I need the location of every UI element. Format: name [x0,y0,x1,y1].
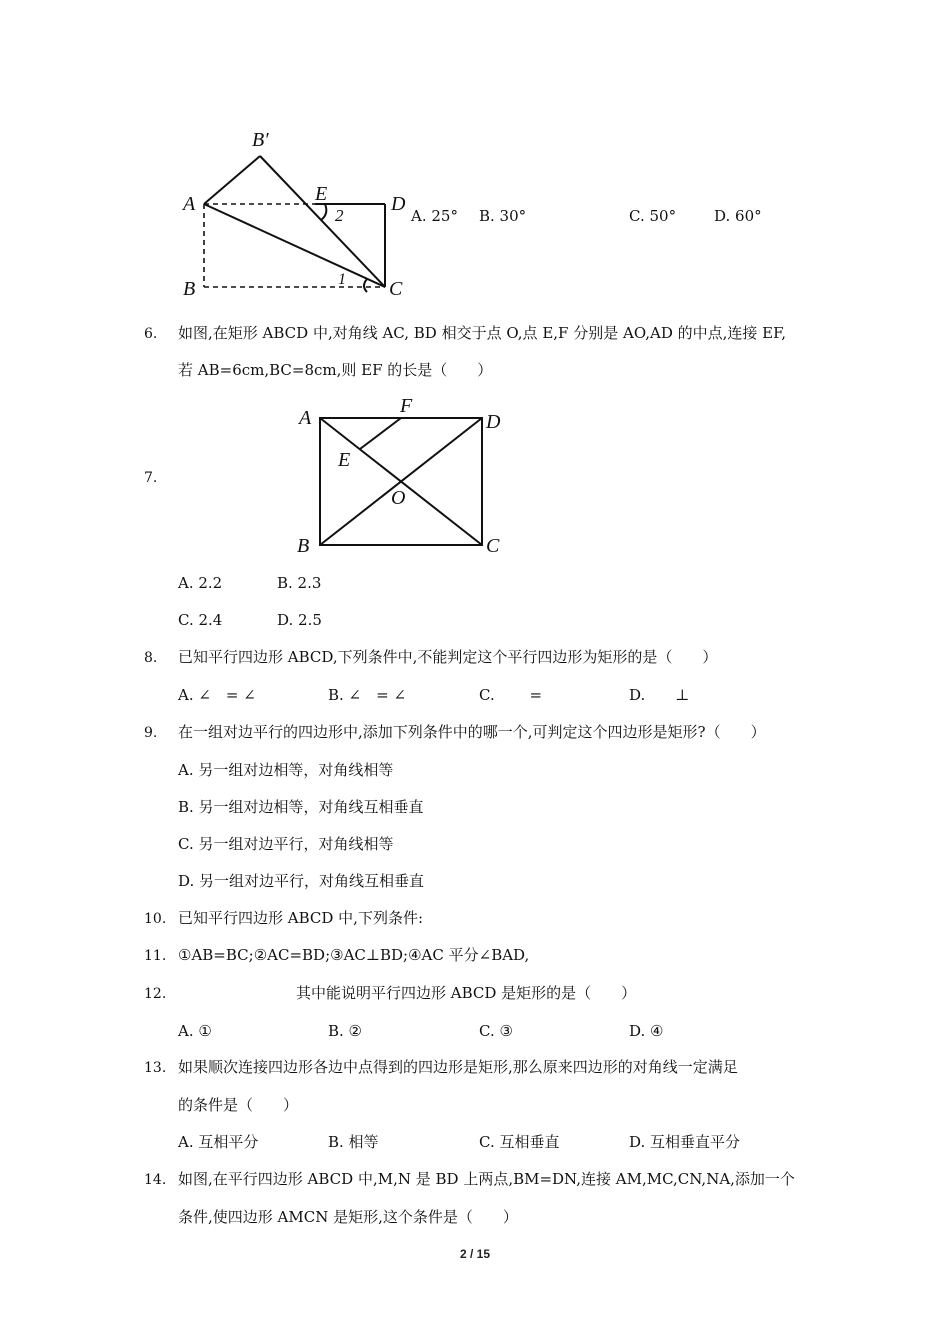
q12-number: 12. [144,986,167,1002]
q5-option-b: B. 30° [479,207,527,225]
q9-text: 在一组对边平行的四边形中,添加下列条件中的哪一个,可判定这个四边形是矩形?（ ） [178,723,766,741]
angle-1-arc [364,279,367,292]
q5-option-a: A. 25° [411,207,458,225]
q8-option-c: C. = [479,686,543,704]
q9-option-c: C. 另一组对边平行，对角线相等 [178,835,394,853]
q6-text-line1: 如图,在矩形 ABCD 中,对角线 AC, BD 相交于点 O,点 E,F 分别是 AO,AD 的中点,连接 EF, [178,324,786,342]
q5-option-d: D. 60° [714,207,762,225]
q7-option-a: A. 2.2 [178,574,223,592]
q13-option-b: B. 相等 [328,1133,379,1151]
q13-option-c: C. 互相垂直 [479,1133,560,1151]
label-D: D [391,193,406,215]
q7-option-b: B. 2.3 [277,574,322,592]
q7-option-c: C. 2.4 [178,611,223,629]
q8-option-a: A. ∠ = ∠ [178,686,256,704]
page-number: 2 / 15 [459,1247,491,1261]
label-C: C [486,535,500,557]
segment-AC [204,204,385,287]
q12-option-d: D. ④ [629,1022,664,1040]
q13-text-line1: 如果顺次连接四边形各边中点得到的四边形是矩形,那么原来四边形的对角线一定满足 [178,1058,738,1076]
q11-text: ①AB=BC;②AC=BD;③AC⊥BD;④AC 平分∠BAD, [178,946,530,964]
q6-text-line2: 若 AB=6cm,BC=8cm,则 EF 的长是（ ） [178,361,493,379]
q13-option-d: D. 互相垂直平分 [629,1133,741,1151]
label-B: B [183,278,196,300]
q12-option-c: C. ③ [479,1022,513,1040]
q9-number: 9. [144,725,158,741]
label-E: E [315,183,328,205]
q12-text: 其中能说明平行四边形 ABCD 是矩形的是（ ） [296,984,637,1002]
label-A: A [299,407,312,429]
q13-text-line2: 的条件是（ ） [178,1096,299,1114]
q7-figure [290,392,515,562]
label-O: O [391,487,406,509]
q9-option-b: B. 另一组对边相等，对角线互相垂直 [178,798,424,816]
angle-2-arc [321,204,326,220]
q14-text-line1: 如图,在平行四边形 ABCD 中,M,N 是 BD 上两点,BM=DN,连接 AM,MC,CN,NA,添加一个 [178,1170,795,1188]
q12-option-b: B. ② [328,1022,363,1040]
segment-B-prime-C [260,156,385,287]
q13-number: 13. [144,1060,167,1076]
q8-text: 已知平行四边形 ABCD,下列条件中,不能判定这个平行四边形为矩形的是（ ） [178,648,718,666]
q7-number: 7. [144,470,158,486]
q9-option-a: A. 另一组对边相等，对角线相等 [178,761,394,779]
label-angle-1: 1 [338,271,346,288]
q14-number: 14. [144,1172,167,1188]
label-B: B [297,535,310,557]
q13-option-a: A. 互相平分 [178,1133,259,1151]
segment-EF [360,418,401,449]
q8-option-d: D. ⊥ [629,686,690,704]
q5-option-c: C. 50° [629,207,677,225]
q10-number: 10. [144,911,167,927]
q9-option-d: D. 另一组对边平行，对角线互相垂直 [178,872,425,890]
q6-number: 6. [144,326,158,342]
label-angle-2: 2 [335,206,344,225]
q7-option-d: D. 2.5 [277,611,322,629]
q8-option-b: B. ∠ = ∠ [328,686,407,704]
label-F: F [400,395,413,417]
label-A: A [183,193,196,215]
q12-option-a: A. ① [178,1022,212,1040]
label-E: E [338,449,351,471]
q5-figure [175,120,420,305]
q10-text: 已知平行四边形 ABCD 中,下列条件: [178,909,423,927]
label-B-prime: B′ [252,129,269,151]
q8-number: 8. [144,650,158,666]
label-D: D [486,411,501,433]
q11-number: 11. [144,948,167,964]
segment-AB-prime [204,156,260,204]
q14-text-line2: 条件,使四边形 AMCN 是矩形,这个条件是（ ） [178,1208,518,1226]
label-C: C [389,278,403,300]
